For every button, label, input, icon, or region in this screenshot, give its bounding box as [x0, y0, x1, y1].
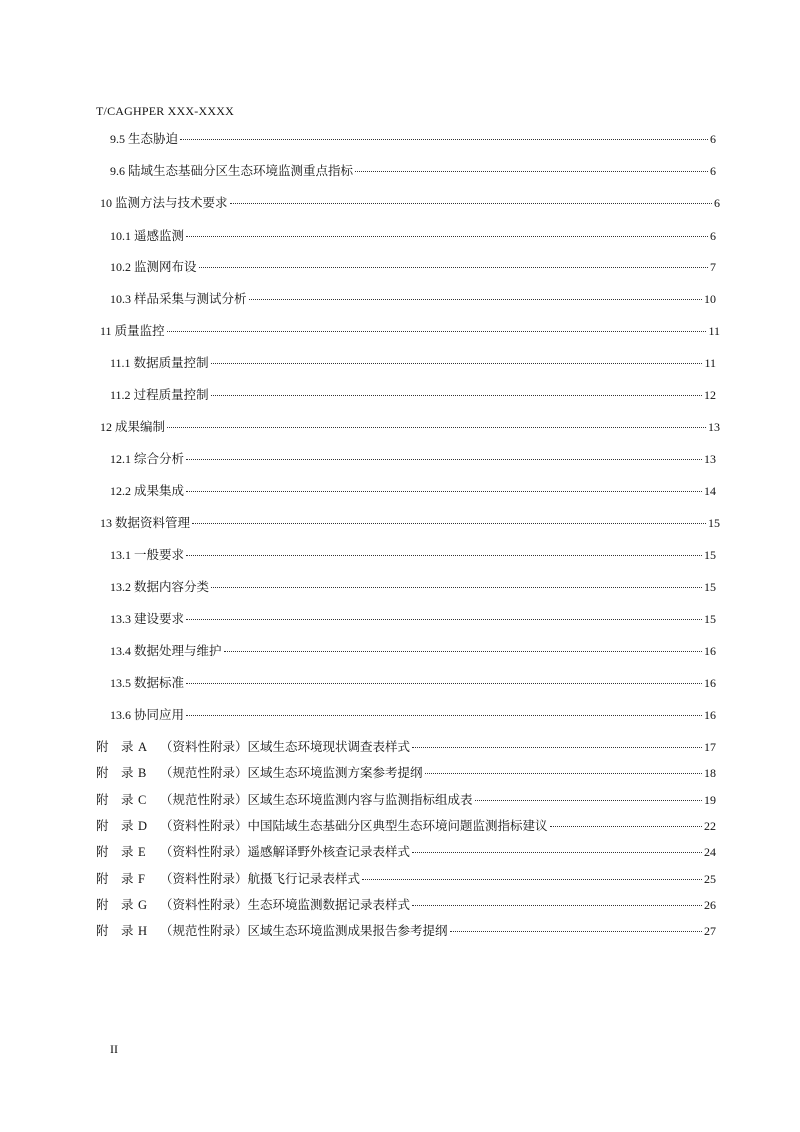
toc-entry-title: 陆域生态基础分区生态环境监测重点指标 — [128, 163, 354, 178]
toc-entry-page: 16 — [704, 708, 716, 722]
toc-entry-number: 13.5 — [110, 676, 131, 690]
toc-entry-page: 13 — [708, 420, 720, 434]
toc-entry-number: 12 — [100, 420, 112, 434]
toc-entry-title: 监测方法与技术要求 — [115, 195, 228, 210]
appendix-page: 19 — [704, 793, 716, 807]
toc-entry[interactable] — [110, 289, 716, 307]
toc-entry-page: 6 — [714, 196, 720, 210]
dot-leader — [475, 800, 702, 801]
appendix-letter: G — [138, 898, 148, 912]
page-number-footer: II — [110, 1042, 118, 1056]
appendix-title: （资料性附录）生态环境监测数据记录表样式 — [160, 897, 411, 912]
toc-entry-title: 数据标准 — [134, 675, 185, 690]
dot-leader — [362, 879, 702, 880]
toc-entry[interactable] — [110, 129, 716, 147]
toc-entry-number: 13.4 — [110, 644, 131, 658]
appendix-page: 26 — [704, 898, 716, 912]
dot-leader — [211, 363, 703, 364]
toc-entry[interactable] — [110, 705, 716, 723]
toc-entry-page: 15 — [708, 516, 720, 530]
toc-entry-title: 建设要求 — [134, 611, 185, 626]
toc-entry[interactable] — [110, 673, 716, 691]
dot-leader — [230, 203, 712, 204]
toc-entry[interactable] — [110, 609, 716, 627]
toc-entry-number: 13.2 — [110, 580, 131, 594]
toc-entry-page: 14 — [704, 484, 716, 498]
dot-leader — [186, 555, 702, 556]
toc-entry-page: 15 — [704, 612, 716, 626]
appendix-entry[interactable] — [96, 842, 716, 860]
dot-leader — [186, 683, 702, 684]
document-code-header: T/CAGHPER XXX-XXXX — [96, 104, 234, 118]
toc-entry[interactable] — [110, 481, 716, 499]
appendix-letter: F — [138, 872, 145, 886]
appendix-title: （资料性附录）区域生态环境现状调查表样式 — [160, 739, 411, 754]
appendix-page: 24 — [704, 845, 716, 859]
dot-leader — [211, 587, 702, 588]
appendix-letter: D — [138, 819, 148, 833]
toc-entry-number: 11.2 — [110, 388, 131, 402]
toc-entry-title: 生态胁迫 — [128, 131, 179, 146]
appendix-label: 附 录 — [96, 739, 134, 754]
toc-entry-title: 协同应用 — [134, 707, 185, 722]
appendix-title: （规范性附录）区域生态环境监测方案参考提纲 — [160, 765, 423, 780]
toc-entry-title: 成果集成 — [134, 483, 185, 498]
appendix-letter: B — [138, 766, 147, 780]
appendix-label: 附 录 — [96, 871, 134, 886]
toc-entry-page: 12 — [704, 388, 716, 402]
toc-entry-title: 数据质量控制 — [133, 355, 209, 370]
toc-entry-number: 13.6 — [110, 708, 131, 722]
toc-entry-title: 数据处理与维护 — [134, 643, 222, 658]
toc-entry-title: 综合分析 — [134, 451, 185, 466]
appendix-letter: E — [138, 845, 146, 859]
toc-entry[interactable] — [100, 193, 720, 211]
toc-entry-title: 一般要求 — [134, 547, 185, 562]
toc-entry[interactable] — [110, 353, 716, 371]
appendix-title: （规范性附录）区域生态环境监测成果报告参考提纲 — [160, 923, 448, 938]
appendix-entry[interactable] — [96, 737, 716, 755]
toc-entry-title: 遥感监测 — [134, 228, 185, 243]
toc-entry-number: 10.1 — [110, 229, 131, 243]
toc-entry-title: 样品采集与测试分析 — [134, 291, 247, 306]
toc-entry-number: 12.2 — [110, 484, 131, 498]
appendix-label: 附 录 — [96, 765, 134, 780]
toc-entry[interactable] — [110, 641, 716, 659]
dot-leader — [412, 852, 702, 853]
toc-entry-number: 13.3 — [110, 612, 131, 626]
toc-entry[interactable] — [110, 449, 716, 467]
toc-entry[interactable] — [100, 417, 720, 435]
toc-entry-title: 质量监控 — [114, 323, 165, 338]
appendix-label: 附 录 — [96, 897, 134, 912]
toc-entry-page: 16 — [704, 644, 716, 658]
dot-leader — [186, 619, 702, 620]
toc-entry-page: 10 — [704, 292, 716, 306]
dot-leader — [180, 139, 708, 140]
appendix-title: （资料性附录）遥感解译野外核查记录表样式 — [160, 844, 411, 859]
toc-entry-page: 7 — [710, 260, 716, 274]
toc-entry-page: 13 — [704, 452, 716, 466]
toc-entry-number: 10.3 — [110, 292, 131, 306]
toc-entry-page: 16 — [704, 676, 716, 690]
dot-leader — [186, 491, 702, 492]
toc-entry-number: 9.6 — [110, 164, 125, 178]
toc-entry[interactable] — [100, 513, 720, 531]
dot-leader — [355, 171, 708, 172]
dot-leader — [167, 427, 706, 428]
toc-entry-number: 10 — [100, 196, 112, 210]
dot-leader — [425, 773, 702, 774]
appendix-page: 17 — [704, 740, 716, 754]
toc-entry-title: 数据资料管理 — [115, 515, 191, 530]
appendix-entry[interactable] — [96, 816, 716, 834]
toc-entry-title: 数据内容分类 — [134, 579, 210, 594]
dot-leader — [249, 299, 702, 300]
appendix-letter: A — [138, 740, 148, 754]
appendix-entry[interactable] — [96, 869, 716, 887]
dot-leader — [412, 905, 702, 906]
dot-leader — [167, 331, 707, 332]
appendix-entry[interactable] — [96, 921, 716, 939]
appendix-title: （规范性附录）区域生态环境监测内容与监测指标组成表 — [160, 792, 473, 807]
toc-entry-page: 11 — [708, 324, 720, 338]
appendix-entry[interactable] — [96, 790, 716, 808]
toc-entry[interactable] — [110, 257, 716, 275]
toc-entry[interactable] — [110, 226, 716, 244]
dot-leader — [224, 651, 702, 652]
appendix-title: （资料性附录）航摄飞行记录表样式 — [160, 871, 361, 886]
appendix-label: 附 录 — [96, 818, 134, 833]
toc-entry-number: 10.2 — [110, 260, 131, 274]
toc-entry-page: 6 — [710, 229, 716, 243]
appendix-label: 附 录 — [96, 923, 134, 938]
dot-leader — [211, 395, 702, 396]
toc-entry[interactable] — [110, 577, 716, 595]
appendix-label: 附 录 — [96, 792, 134, 807]
dot-leader — [550, 826, 702, 827]
appendix-letter: C — [138, 793, 147, 807]
toc-entry-number: 9.5 — [110, 132, 125, 146]
toc-entry-number: 12.1 — [110, 452, 131, 466]
appendix-page: 18 — [704, 766, 716, 780]
dot-leader — [186, 459, 702, 460]
appendix-page: 22 — [704, 819, 716, 833]
toc-entry-title: 成果编制 — [115, 419, 166, 434]
toc-entry-page: 6 — [710, 132, 716, 146]
appendix-label: 附 录 — [96, 844, 134, 859]
toc-entry-number: 13 — [100, 516, 112, 530]
toc-entry-page: 15 — [704, 548, 716, 562]
toc-entry-title: 过程质量控制 — [133, 387, 209, 402]
toc-entry-page: 6 — [710, 164, 716, 178]
appendix-page: 27 — [704, 924, 716, 938]
appendix-entry[interactable] — [96, 895, 716, 913]
dot-leader — [192, 523, 706, 524]
toc-entry-page: 11 — [704, 356, 716, 370]
toc-entry-title: 监测网布设 — [134, 259, 197, 274]
appendix-letter: H — [138, 924, 148, 938]
appendix-entry[interactable] — [96, 763, 716, 781]
toc-entry-page: 15 — [704, 580, 716, 594]
toc-entry[interactable] — [110, 385, 716, 403]
toc-entry[interactable] — [100, 321, 720, 339]
appendix-page: 25 — [704, 872, 716, 886]
toc-entry[interactable] — [110, 545, 716, 563]
dot-leader — [199, 267, 708, 268]
toc-entry-number: 13.1 — [110, 548, 131, 562]
dot-leader — [450, 931, 702, 932]
dot-leader — [412, 747, 702, 748]
toc-entry-number: 11 — [100, 324, 112, 338]
toc-entry-number: 11.1 — [110, 356, 131, 370]
dot-leader — [186, 715, 702, 716]
dot-leader — [186, 236, 708, 237]
appendix-title: （资料性附录）中国陆域生态基础分区典型生态环境问题监测指标建议 — [160, 818, 548, 833]
toc-entry[interactable] — [110, 161, 716, 179]
